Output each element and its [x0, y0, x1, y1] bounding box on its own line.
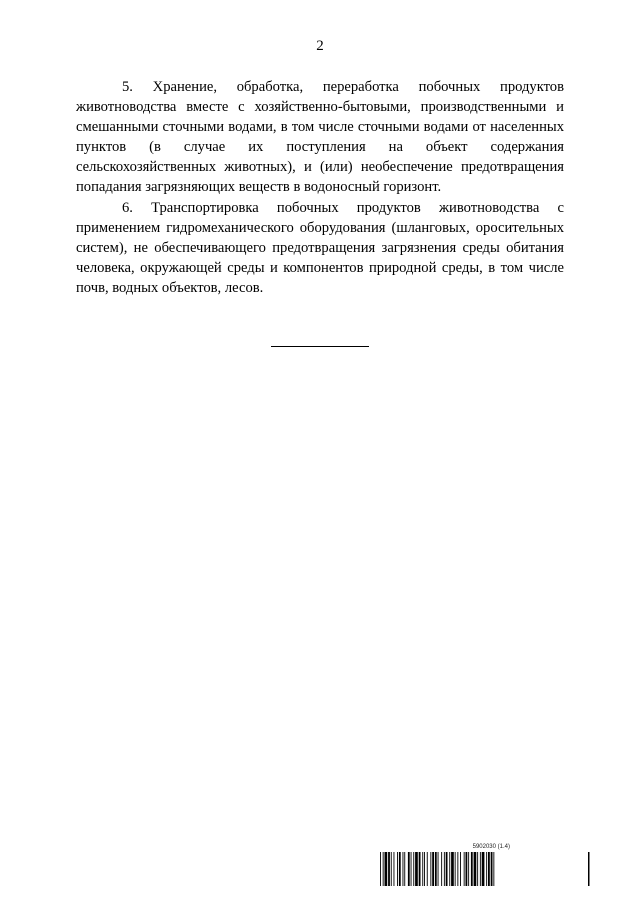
- barcode-bar: [486, 852, 487, 886]
- barcode-bar: [394, 852, 395, 886]
- barcode-bar: [474, 852, 477, 886]
- barcode-bar: [432, 852, 434, 886]
- page-number: 2: [316, 38, 324, 54]
- section-divider: [271, 346, 369, 347]
- barcode-bar: [466, 852, 468, 886]
- barcode-bar: [460, 852, 461, 886]
- barcode-bar: [397, 852, 398, 886]
- barcode-bar: [380, 852, 381, 886]
- barcode-bar: [424, 852, 425, 886]
- barcode-bar: [415, 852, 418, 886]
- barcode-bar: [413, 852, 414, 886]
- barcode-bar: [449, 852, 450, 886]
- barcode-bar: [427, 852, 428, 886]
- barcode-bar: [451, 852, 454, 886]
- barcode-bar: [383, 852, 384, 886]
- barcode-bar: [441, 852, 442, 886]
- barcode-bar: [491, 852, 493, 886]
- barcode-bar: [419, 852, 421, 886]
- barcode-bar: [480, 852, 481, 886]
- barcode-bar: [493, 852, 494, 886]
- barcode-bar: [446, 852, 448, 886]
- barcode-block: [380, 844, 590, 889]
- barcode-bar: [468, 852, 469, 886]
- barcode-bar: [422, 852, 423, 886]
- barcode-bar: [455, 852, 456, 886]
- barcode-bar: [391, 852, 392, 886]
- barcode-bar: [399, 852, 401, 886]
- barcode-bar: [430, 852, 431, 886]
- barcode-bar: [411, 852, 412, 886]
- barcode-bar: [385, 852, 388, 886]
- barcode-bar: [588, 852, 590, 886]
- barcode-code-text: 5902030 (1.4): [472, 844, 510, 850]
- barcode-bar: [435, 852, 437, 886]
- barcode-bar: [488, 852, 490, 886]
- barcode-bar: [438, 852, 439, 886]
- barcode-image: [380, 852, 590, 886]
- barcode-bar: [464, 852, 465, 886]
- document-body: [76, 77, 564, 298]
- barcode-bar: [408, 852, 410, 886]
- barcode-bar: [477, 852, 478, 886]
- barcode-bar: [388, 852, 390, 886]
- barcode-bar: [471, 852, 473, 886]
- barcode-bar: [444, 852, 445, 886]
- barcode-bar: [457, 852, 458, 886]
- barcode-bar: [482, 852, 485, 886]
- paragraph-item-6: 6. Транспортировка побочных продуктов животноводства с применением гидромеханического оборудования (шланговых, оросительных систем), не обеспечивающего предотвращения загрязнения среды обитания человека, окружающей среды и компонентов природной среды, в том числе почв, водных объектов, лесов.: [76, 199, 564, 296]
- barcode-bar: [403, 852, 404, 886]
- paragraph-item-5: 5. Хранение, обработка, переработка побочных продуктов животноводства вместе с хозяйственно-бытовыми, производственными и смешанными сточными водами, в том числе сточными водами от населенных пунктов (в случае их поступления на объект содержания сельскохозяйственных животных), и (или) необеспечение предотвращения попадания загрязняющих веществ в водоносный горизонт.: [76, 79, 564, 196]
- barcode-bar: [404, 852, 405, 886]
